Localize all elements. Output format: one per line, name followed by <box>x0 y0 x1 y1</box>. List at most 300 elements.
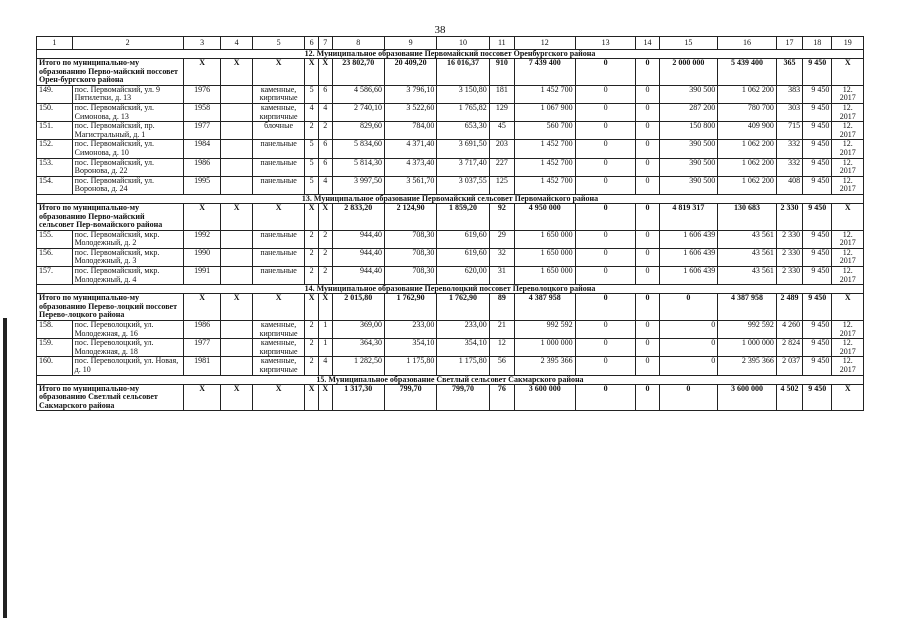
row-cell-c10: 3 150,80 <box>437 85 489 103</box>
row-cell-c17: 2 330 <box>776 230 802 248</box>
row-cell-c10: 1 765,82 <box>437 103 489 121</box>
row-cell-c13: 0 <box>575 158 636 176</box>
column-number: 4 <box>221 37 252 50</box>
row-cell-c12: 1 452 700 <box>514 158 575 176</box>
total-cell: X <box>221 59 252 86</box>
row-cell-mat: панельные <box>252 267 304 285</box>
row-cell-c11: 31 <box>489 267 514 285</box>
row-cell-c18: 9 450 <box>803 248 832 266</box>
row-cell-mat: панельные <box>252 140 304 158</box>
total-cell: 0 <box>575 203 636 230</box>
row-cell-c13: 0 <box>575 103 636 121</box>
total-cell: 910 <box>489 59 514 86</box>
row-address: пос. Переволоцкий, ул. Молодежная, д. 18 <box>72 339 183 357</box>
row-number: 150. <box>37 103 73 121</box>
row-cell-c15: 390 500 <box>659 85 718 103</box>
total-cell: X <box>252 294 304 321</box>
row-cell-c9: 4 371,40 <box>384 140 436 158</box>
row-cell-c12: 1 452 700 <box>514 176 575 194</box>
row-cell-c16: 1 062 200 <box>718 140 777 158</box>
row-cell-c8: 1 282,50 <box>332 357 384 375</box>
row-cell-c14: 0 <box>636 85 659 103</box>
row-cell-c9: 3 561,70 <box>384 176 436 194</box>
row-cell-c15: 150 800 <box>659 122 718 140</box>
row-cell-c13: 0 <box>575 85 636 103</box>
column-number: 2 <box>72 37 183 50</box>
row-cell-c4 <box>221 140 252 158</box>
row-number: 154. <box>37 176 73 194</box>
row-address: пос. Переволоцкий, ул. Новая, д. 10 <box>72 357 183 375</box>
row-cell-c18: 9 450 <box>803 339 832 357</box>
total-cell: 4 502 <box>776 384 802 411</box>
row-cell-year: 1986 <box>183 158 221 176</box>
housing-program-table <box>36 36 864 411</box>
column-number: 5 <box>252 37 304 50</box>
row-cell-mat: каменные, кирпичные <box>252 103 304 121</box>
row-cell-c9: 784,00 <box>384 122 436 140</box>
row-cell-c9: 4 373,40 <box>384 158 436 176</box>
row-cell-c6: 2 <box>305 230 319 248</box>
row-cell-c7: 4 <box>318 176 332 194</box>
total-cell: X <box>832 59 864 86</box>
row-cell-c6: 2 <box>305 248 319 266</box>
row-cell-year: 1990 <box>183 248 221 266</box>
row-cell-c9: 708,30 <box>384 230 436 248</box>
row-cell-c6: 2 <box>305 321 319 339</box>
row-cell-c6: 5 <box>305 140 319 158</box>
row-cell-c17: 408 <box>776 176 802 194</box>
row-cell-c16: 1 062 200 <box>718 176 777 194</box>
row-number: 153. <box>37 158 73 176</box>
row-cell-c9: 3 522,60 <box>384 103 436 121</box>
row-cell-c4 <box>221 122 252 140</box>
row-cell-c12: 1 452 700 <box>514 140 575 158</box>
row-cell-c9: 3 796,10 <box>384 85 436 103</box>
row-cell-year: 1984 <box>183 140 221 158</box>
total-cell: 4 387 958 <box>718 294 777 321</box>
row-cell-c18: 9 450 <box>803 140 832 158</box>
row-cell-c13: 0 <box>575 357 636 375</box>
row-cell-c7: 4 <box>318 357 332 375</box>
row-cell-c6: 4 <box>305 103 319 121</box>
row-cell-c8: 2 740,10 <box>332 103 384 121</box>
row-cell-c14: 0 <box>636 248 659 266</box>
row-cell-c18: 9 450 <box>803 176 832 194</box>
total-cell: 0 <box>575 59 636 86</box>
row-cell-c7: 2 <box>318 122 332 140</box>
total-cell: X <box>221 294 252 321</box>
row-address: пос. Переволоцкий, ул. Молодежная, д. 16 <box>72 321 183 339</box>
row-cell-c11: 12 <box>489 339 514 357</box>
row-cell-c4 <box>221 339 252 357</box>
row-cell-c14: 0 <box>636 339 659 357</box>
row-cell-year: 1977 <box>183 339 221 357</box>
row-cell-c8: 369,00 <box>332 321 384 339</box>
row-number: 156. <box>37 248 73 266</box>
total-cell: 9 450 <box>803 203 832 230</box>
row-cell-c14: 0 <box>636 122 659 140</box>
row-cell-year: 1992 <box>183 230 221 248</box>
row-cell-c7: 6 <box>318 85 332 103</box>
row-cell-c6: 5 <box>305 85 319 103</box>
section-total-row <box>37 294 864 321</box>
row-cell-c15: 0 <box>659 357 718 375</box>
total-cell: 4 819 317 <box>659 203 718 230</box>
row-cell-c8: 5 814,30 <box>332 158 384 176</box>
column-number: 10 <box>437 37 489 50</box>
row-cell-c19: 12. 2017 <box>832 267 864 285</box>
row-cell-c7: 4 <box>318 103 332 121</box>
row-address: пос. Первомайский, пр. Магистральный, д. 1 <box>72 122 183 140</box>
total-label: Итого по муниципально-му образованию Перво-майский поссовет Орен-бургского района <box>37 59 184 86</box>
row-cell-mat: панельные <box>252 176 304 194</box>
row-cell-c16: 992 592 <box>718 321 777 339</box>
row-cell-c8: 5 834,60 <box>332 140 384 158</box>
row-cell-c6: 2 <box>305 122 319 140</box>
row-cell-c8: 3 997,50 <box>332 176 384 194</box>
row-cell-c7: 6 <box>318 158 332 176</box>
total-cell: X <box>305 384 319 411</box>
total-cell: 2 124,90 <box>384 203 436 230</box>
row-cell-c4 <box>221 85 252 103</box>
row-cell-c19: 12. 2017 <box>832 321 864 339</box>
row-cell-c12: 2 395 366 <box>514 357 575 375</box>
row-cell-c12: 1 067 900 <box>514 103 575 121</box>
binding-edge <box>3 318 7 618</box>
total-cell: 0 <box>659 294 718 321</box>
row-cell-c6: 2 <box>305 339 319 357</box>
table-row <box>37 357 864 375</box>
column-number-row <box>37 37 864 50</box>
total-cell: 3 600 000 <box>514 384 575 411</box>
row-cell-year: 1991 <box>183 267 221 285</box>
row-cell-c12: 1 650 000 <box>514 248 575 266</box>
row-cell-c14: 0 <box>636 140 659 158</box>
row-cell-c4 <box>221 357 252 375</box>
row-cell-c11: 203 <box>489 140 514 158</box>
row-cell-c10: 3 037,55 <box>437 176 489 194</box>
row-cell-c17: 332 <box>776 158 802 176</box>
row-cell-c12: 1 000 000 <box>514 339 575 357</box>
row-cell-c17: 303 <box>776 103 802 121</box>
row-cell-c17: 2 330 <box>776 267 802 285</box>
row-cell-c18: 9 450 <box>803 103 832 121</box>
row-cell-year: 1981 <box>183 357 221 375</box>
total-cell: 2 000 000 <box>659 59 718 86</box>
row-cell-c4 <box>221 321 252 339</box>
row-cell-c16: 1 062 200 <box>718 158 777 176</box>
total-cell: 0 <box>636 294 659 321</box>
row-cell-c11: 125 <box>489 176 514 194</box>
table-body <box>37 37 864 411</box>
row-cell-c19: 12. 2017 <box>832 176 864 194</box>
column-number: 6 <box>305 37 319 50</box>
total-cell: 0 <box>636 203 659 230</box>
row-address: пос. Первомайский, ул. Симонова, д. 10 <box>72 140 183 158</box>
total-cell: X <box>305 203 319 230</box>
row-cell-c11: 29 <box>489 230 514 248</box>
total-cell: X <box>183 294 221 321</box>
row-cell-c18: 9 450 <box>803 85 832 103</box>
row-cell-c9: 233,00 <box>384 321 436 339</box>
section-total-row <box>37 203 864 230</box>
row-cell-mat: панельные <box>252 230 304 248</box>
row-cell-c17: 2 037 <box>776 357 802 375</box>
row-cell-c7: 1 <box>318 321 332 339</box>
row-number: 151. <box>37 122 73 140</box>
total-cell: X <box>305 59 319 86</box>
total-cell: X <box>318 384 332 411</box>
total-cell: 3 600 000 <box>718 384 777 411</box>
total-cell: 89 <box>489 294 514 321</box>
section-title: 12. Муниципальное образование Первомайский поссовет Оренбургского района <box>37 50 864 59</box>
total-cell: X <box>221 384 252 411</box>
row-address: пос. Первомайский, ул. 9 Пятилетки, д. 13 <box>72 85 183 103</box>
row-cell-c17: 383 <box>776 85 802 103</box>
row-cell-mat: каменные, кирпичные <box>252 321 304 339</box>
row-cell-c6: 2 <box>305 357 319 375</box>
row-cell-c10: 233,00 <box>437 321 489 339</box>
total-cell: X <box>832 384 864 411</box>
row-cell-c13: 0 <box>575 122 636 140</box>
row-cell-c19: 12. 2017 <box>832 140 864 158</box>
section-total-row <box>37 59 864 86</box>
row-cell-c11: 32 <box>489 248 514 266</box>
row-cell-c8: 944,40 <box>332 248 384 266</box>
row-cell-c16: 43 561 <box>718 248 777 266</box>
row-cell-c10: 1 175,80 <box>437 357 489 375</box>
section-title: 13. Муниципальное образование Первомайский сельсовет Первомайского района <box>37 194 864 203</box>
row-cell-c15: 390 500 <box>659 140 718 158</box>
row-cell-c16: 43 561 <box>718 230 777 248</box>
row-cell-mat: каменные, кирпичные <box>252 85 304 103</box>
row-cell-c12: 560 700 <box>514 122 575 140</box>
column-number: 13 <box>575 37 636 50</box>
row-cell-c15: 0 <box>659 321 718 339</box>
row-number: 157. <box>37 267 73 285</box>
row-address: пос. Первомайский, ул. Воронова, д. 24 <box>72 176 183 194</box>
table-row <box>37 339 864 357</box>
total-cell: 2 015,80 <box>332 294 384 321</box>
total-cell: X <box>318 294 332 321</box>
row-address: пос. Первомайский, ул. Симонова, д. 13 <box>72 103 183 121</box>
table-row <box>37 85 864 103</box>
row-cell-c8: 4 586,60 <box>332 85 384 103</box>
row-cell-c9: 708,30 <box>384 248 436 266</box>
table-row <box>37 267 864 285</box>
row-number: 159. <box>37 339 73 357</box>
total-cell: 0 <box>636 59 659 86</box>
total-cell: 23 802,70 <box>332 59 384 86</box>
row-cell-c13: 0 <box>575 321 636 339</box>
total-cell: 2 330 <box>776 203 802 230</box>
column-number: 19 <box>832 37 864 50</box>
section-title: 15. Муниципальное образование Светлый сельсовет Сакмарского района <box>37 375 864 384</box>
row-cell-c8: 364,30 <box>332 339 384 357</box>
row-cell-c13: 0 <box>575 230 636 248</box>
total-cell: 5 439 400 <box>718 59 777 86</box>
total-cell: 7 439 400 <box>514 59 575 86</box>
row-cell-c13: 0 <box>575 248 636 266</box>
row-cell-c18: 9 450 <box>803 321 832 339</box>
row-cell-mat: каменные, кирпичные <box>252 339 304 357</box>
row-cell-c12: 1 650 000 <box>514 230 575 248</box>
row-cell-c12: 992 592 <box>514 321 575 339</box>
total-cell: 20 409,20 <box>384 59 436 86</box>
row-cell-c15: 1 606 439 <box>659 248 718 266</box>
column-number: 16 <box>718 37 777 50</box>
row-cell-c4 <box>221 158 252 176</box>
table-row <box>37 140 864 158</box>
row-cell-c17: 715 <box>776 122 802 140</box>
total-cell: 9 450 <box>803 59 832 86</box>
row-cell-c8: 944,40 <box>332 230 384 248</box>
row-cell-c11: 21 <box>489 321 514 339</box>
row-cell-c13: 0 <box>575 339 636 357</box>
row-cell-c15: 1 606 439 <box>659 267 718 285</box>
row-cell-mat: каменные, кирпичные <box>252 357 304 375</box>
row-cell-c17: 2 330 <box>776 248 802 266</box>
row-cell-c4 <box>221 103 252 121</box>
row-number: 160. <box>37 357 73 375</box>
table-row <box>37 176 864 194</box>
total-cell: 16 016,37 <box>437 59 489 86</box>
total-cell: 9 450 <box>803 294 832 321</box>
row-cell-c14: 0 <box>636 267 659 285</box>
row-cell-c18: 9 450 <box>803 122 832 140</box>
section-title-row <box>37 194 864 203</box>
row-number: 155. <box>37 230 73 248</box>
row-cell-c19: 12. 2017 <box>832 103 864 121</box>
row-cell-c14: 0 <box>636 103 659 121</box>
total-cell: 4 950 000 <box>514 203 575 230</box>
section-title-row <box>37 50 864 59</box>
row-cell-mat: панельные <box>252 158 304 176</box>
row-cell-c4 <box>221 248 252 266</box>
total-label: Итого по муниципально-му образованию Перво-майский сельсовет Пер-вомайского района <box>37 203 184 230</box>
total-cell: 9 450 <box>803 384 832 411</box>
row-cell-c11: 56 <box>489 357 514 375</box>
total-cell: 1 762,90 <box>437 294 489 321</box>
total-cell: X <box>183 59 221 86</box>
row-cell-c19: 12. 2017 <box>832 248 864 266</box>
row-cell-c7: 1 <box>318 339 332 357</box>
row-cell-c10: 619,60 <box>437 248 489 266</box>
row-cell-c16: 780 700 <box>718 103 777 121</box>
row-address: пос. Первомайский, мкр. Молодежный, д. 4 <box>72 267 183 285</box>
row-cell-c11: 227 <box>489 158 514 176</box>
row-cell-c15: 390 500 <box>659 176 718 194</box>
total-cell: 365 <box>776 59 802 86</box>
row-cell-c18: 9 450 <box>803 230 832 248</box>
row-cell-year: 1986 <box>183 321 221 339</box>
section-title-row <box>37 375 864 384</box>
row-cell-c11: 181 <box>489 85 514 103</box>
row-cell-c15: 287 200 <box>659 103 718 121</box>
row-cell-c7: 6 <box>318 140 332 158</box>
row-cell-c12: 1 452 700 <box>514 85 575 103</box>
row-cell-c19: 12. 2017 <box>832 85 864 103</box>
row-cell-c14: 0 <box>636 357 659 375</box>
row-cell-c14: 0 <box>636 176 659 194</box>
row-address: пос. Первомайский, мкр. Молодежный, д. 2 <box>72 230 183 248</box>
row-cell-c19: 12. 2017 <box>832 122 864 140</box>
total-cell: 1 317,30 <box>332 384 384 411</box>
section-title: 14. Муниципальное образование Переволоцкий поссовет Переволоцкого района <box>37 285 864 294</box>
row-cell-c13: 0 <box>575 176 636 194</box>
total-cell: 92 <box>489 203 514 230</box>
row-cell-c8: 829,60 <box>332 122 384 140</box>
row-cell-c16: 43 561 <box>718 267 777 285</box>
row-cell-c11: 45 <box>489 122 514 140</box>
row-cell-c11: 129 <box>489 103 514 121</box>
total-cell: X <box>252 59 304 86</box>
total-cell: X <box>832 203 864 230</box>
section-total-row <box>37 384 864 411</box>
row-cell-year: 1977 <box>183 122 221 140</box>
row-cell-c16: 2 395 366 <box>718 357 777 375</box>
total-cell: X <box>221 203 252 230</box>
column-number: 14 <box>636 37 659 50</box>
row-cell-c18: 9 450 <box>803 357 832 375</box>
row-cell-c12: 1 650 000 <box>514 267 575 285</box>
row-cell-c7: 2 <box>318 248 332 266</box>
column-number: 8 <box>332 37 384 50</box>
row-cell-c14: 0 <box>636 321 659 339</box>
column-number: 18 <box>803 37 832 50</box>
row-cell-c13: 0 <box>575 267 636 285</box>
total-cell: 1 859,20 <box>437 203 489 230</box>
row-cell-c4 <box>221 230 252 248</box>
total-cell: 0 <box>636 384 659 411</box>
total-cell: 2 489 <box>776 294 802 321</box>
total-cell: 1 762,90 <box>384 294 436 321</box>
total-cell: 130 683 <box>718 203 777 230</box>
table-row <box>37 122 864 140</box>
column-number: 9 <box>384 37 436 50</box>
row-cell-c15: 390 500 <box>659 158 718 176</box>
row-cell-c6: 5 <box>305 158 319 176</box>
total-cell: 76 <box>489 384 514 411</box>
row-cell-c10: 3 717,40 <box>437 158 489 176</box>
page-number: 38 <box>434 24 446 36</box>
row-cell-year: 1976 <box>183 85 221 103</box>
total-label: Итого по муниципально-му образованию Светлый сельсовет Сакмарского района <box>37 384 184 411</box>
row-cell-c16: 1 062 200 <box>718 85 777 103</box>
row-cell-c13: 0 <box>575 140 636 158</box>
row-cell-c19: 12. 2017 <box>832 339 864 357</box>
row-address: пос. Первомайский, ул. Воронова, д. 22 <box>72 158 183 176</box>
column-number: 1 <box>37 37 73 50</box>
total-cell: X <box>318 59 332 86</box>
row-cell-c4 <box>221 176 252 194</box>
total-cell: X <box>305 294 319 321</box>
row-cell-c6: 5 <box>305 176 319 194</box>
row-cell-c7: 2 <box>318 230 332 248</box>
row-cell-year: 1958 <box>183 103 221 121</box>
table-row <box>37 321 864 339</box>
row-cell-c18: 9 450 <box>803 267 832 285</box>
row-cell-mat: панельные <box>252 248 304 266</box>
column-number: 17 <box>776 37 802 50</box>
row-cell-c10: 619,60 <box>437 230 489 248</box>
row-cell-year: 1995 <box>183 176 221 194</box>
total-cell: X <box>252 203 304 230</box>
row-cell-c18: 9 450 <box>803 158 832 176</box>
total-cell: 799,70 <box>437 384 489 411</box>
row-cell-c17: 2 824 <box>776 339 802 357</box>
row-cell-c9: 1 175,80 <box>384 357 436 375</box>
